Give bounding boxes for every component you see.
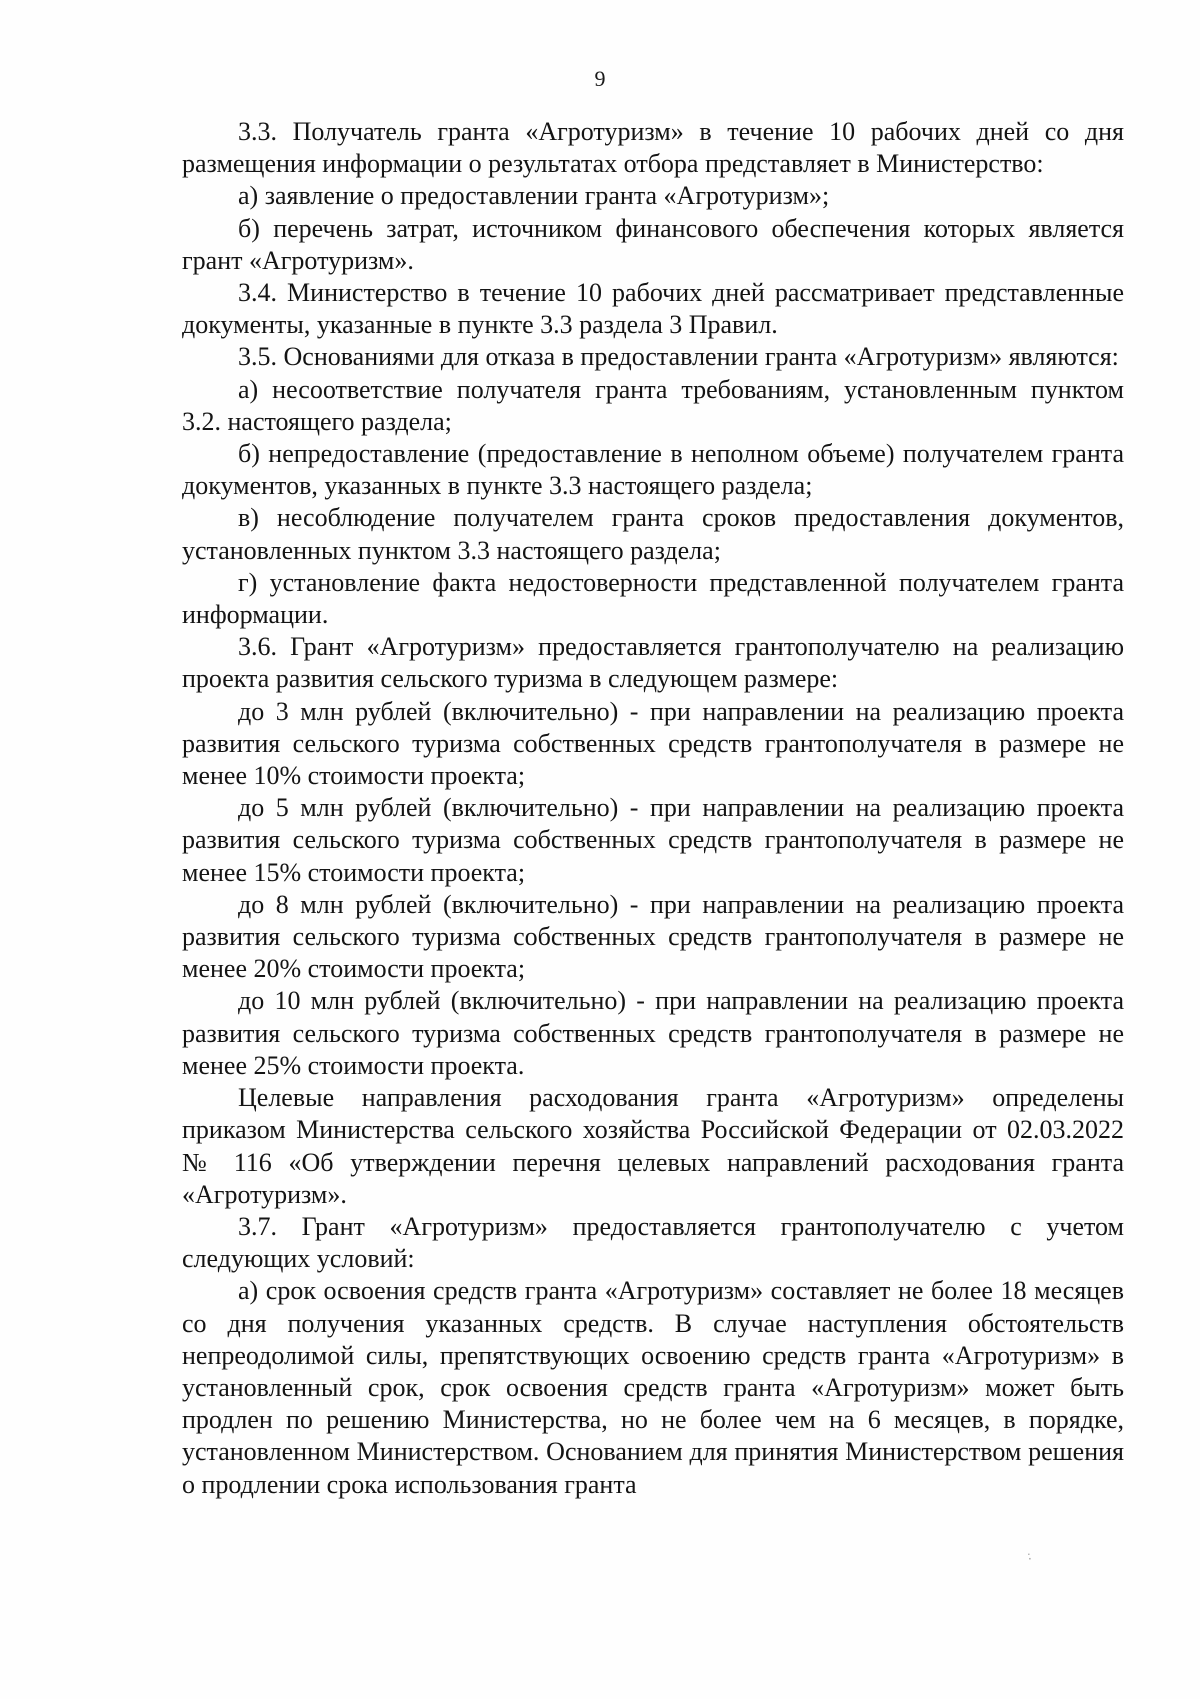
paragraph-grant-10mln: до 10 млн рублей (включительно) - при направлении на реализацию проекта развития сельского туризма собственных средств грантополучателя в размере не менее 25% стоимости проекта. [182,986,1124,1080]
paragraph-target-directions: Целевые направления расходования гранта «Агротуризм» определены приказом Министерства сельского хозяйства Российской Федерации от 02.03.2022 № 116 «Об утверждении перечня целевых направлений расходования гранта «Агротуризм». [182,1083,1124,1209]
paragraph-3-7: 3.7. Грант «Агротуризм» предоставляется грантополучателю с учетом следующих условий: [182,1211,1124,1274]
paragraph-grant-8mln: до 8 млн рублей (включительно) - при направлении на реализацию проекта развития сельского туризма собственных средств грантополучателя в размере не менее 20% стоимости проекта; [182,889,1124,984]
paragraph-3-5-b: б) непредоставление (предоставление в неполном объеме) получателем гранта документов, указанных в пункте 3.3 настоящего раздела; [182,439,1124,501]
paragraph-grant-3mln: до 3 млн рублей (включительно) - при направлении на реализацию проекта развития сельского туризма собственных средств грантополучателя в размере не менее 10% стоимости проекта; [182,696,1124,791]
paragraph-3-6: 3.6. Грант «Агротуризм» предоставляется грантополучателю на реализацию проекта развития сельского туризма в следующем размере: [182,632,1124,694]
paragraph-3-5-g: г) установление факта недостоверности представленной получателем гранта информации. [182,567,1124,630]
paragraph-3-3-a: а) заявление о предоставлении гранта «Агротуризм»; [238,181,830,211]
paragraph-3-5-a: а) несоответствие получателя гранта требованиям, установленным пунктом 3.2. настоящего раздела; [182,374,1124,436]
paragraph-3-3-b: б) перечень затрат, источником финансового обеспечения которых является грант «Агротуризм». [182,213,1124,275]
paragraph-3-5-v: в) несоблюдение получателем гранта сроков предоставления документов, установленных пунктом 3.3 настоящего раздела; [182,503,1124,565]
paragraph-3-4: 3.4. Министерство в течение 10 рабочих дней рассматривает представленные документы, указанные в пункте 3.3 раздела 3 Правил. [182,278,1124,340]
paragraph-3-3: 3.3. Получатель гранта «Агротуризм» в течение 10 рабочих дней со дня размещения информации о результатах отбора представляет в Министерство: [182,117,1124,179]
document-body [182,116,1124,1501]
paragraph-grant-5mln: до 5 млн рублей (включительно) - при направлении на реализацию проекта развития сельского туризма собственных средств грантополучателя в размере не менее 15% стоимости проекта; [182,793,1124,887]
page-number: 9 [594,66,606,91]
paragraph-3-7-a: а) срок освоения средств гранта «Агротуризм» составляет не более 18 месяцев со дня получения указанных средств. В случае наступления обстоятельств непреодолимой силы, препятствующих освоению средств гранта «Агротуризм» в установленный срок, срок освоения средств гранта «Агротуризм» может быть продлен по решению Министерства, но не более чем на 6 месяцев, в порядке, установленном Министерством. Основанием для принятия Министерством решения о продлении срока использования гранта [182,1276,1124,1499]
scan-artifact: ·̇ [1028,1552,1032,1566]
paragraph-3-5: 3.5. Основаниями для отказа в предоставлении гранта «Агротуризм» являются: [238,342,1119,372]
